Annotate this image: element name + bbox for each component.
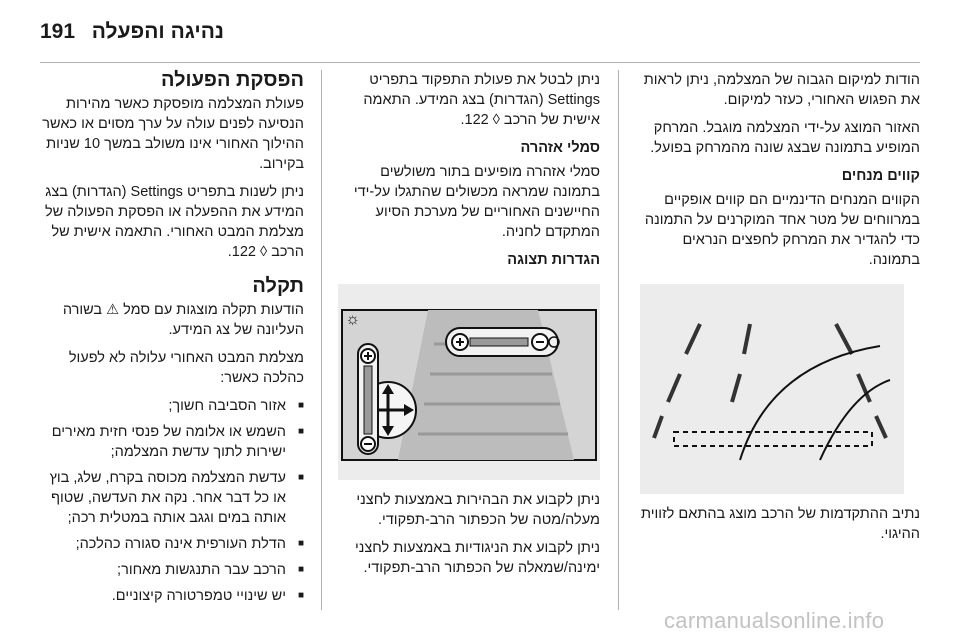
list-item: ■ אזור הסביבה חשוך; — [40, 396, 304, 416]
column-divider — [618, 70, 619, 610]
paragraph: מצלמת המבט האחורי עלולה לא לפעול כהלכה כאשר: — [68, 350, 304, 386]
middle-column — [338, 70, 600, 586]
section-heading: הפסקת הפעולה — [160, 69, 304, 91]
list-item: ■ הדלת העורפית אינה סגורה כהלכה; — [40, 534, 304, 554]
guidelines-illustration — [640, 284, 904, 494]
left-column — [40, 70, 304, 612]
page-number: 191 — [40, 20, 76, 43]
condition-list — [40, 396, 304, 606]
paragraph: האזור המוצג על-ידי המצלמה מוגבל. המרחק המופיע בתמונה שבצג שונה מהמרחק בפועל. — [650, 120, 920, 156]
subheading: סמלי אזהרה — [520, 140, 600, 156]
section-heading: תקלה — [252, 275, 304, 297]
header-rule — [40, 62, 920, 63]
paragraph: הודעות תקלה מוצגות עם סמל ⚠ בשורה העליונה של צג המידע. — [62, 302, 304, 338]
chapter-title: נהיגה והפעלה — [91, 20, 224, 43]
page-header — [0, 0, 960, 62]
subheading: קווים מנחים — [841, 168, 920, 184]
paragraph: פעולת המצלמה מופסקת כאשר מהירות הנסיעה לפנים עולה על ערך מסוים או כאשר ההילוך האחורי אינו משולב במשך 10 שניות בקירוב. — [42, 96, 304, 172]
list-item: ■ יש שינויי טמפרטורה קיצוניים. — [40, 586, 304, 606]
list-item: ■ הרכב עבר התנגשות מאחור; — [40, 560, 304, 580]
list-item: ■ עדשת המצלמה מכוסה בקרח, שלג, בוץ או כל דבר אחר. נקה את העדשה, שטוף אותה במים וגגב אותה במטלית רכה; — [40, 468, 304, 528]
svg-text:☼: ☼ — [345, 311, 360, 328]
paragraph: סמלי אזהרה מופיעים בתור משולשים בתמונה שמראה מכשולים שהתגלו על-ידי החיישנים האחוריים של מערכת הסיוע המתקדם לחניה. — [353, 164, 600, 240]
list-item: ■ השמש או אלומה של פנסי חזית מאירים ישירות לתוך עדשת המצלמה; — [40, 422, 304, 462]
figure-caption: נתיב ההתקדמות של הרכב מוצג בהתאם לזווית ההיגוי. — [640, 506, 920, 542]
display-settings-illustration — [338, 284, 600, 480]
right-column — [632, 70, 920, 552]
subheading: הגדרות תצוגה — [507, 252, 600, 268]
paragraph: ניתן לשנות בתפריט Settings (הגדרות) בצג המידע את ההפעלה או הפסקת הפעולה של מצלמת המבט האחורי. התאמה אישית של הרכב ◊ 122. — [44, 184, 304, 260]
watermark: carmanualsonline.info — [664, 608, 885, 633]
paragraph: ניתן לקבוע את הבהירות באמצעות לחצני מעלה/מטה של הכפתור הרב-תפקודי. — [356, 492, 600, 528]
paragraph: ניתן לקבוע את הניגודיות באמצעות לחצני ימינה/שמאלה של הכפתור הרב-תפקודי. — [354, 540, 600, 576]
display-settings-figure — [338, 284, 600, 480]
guidelines-figure — [640, 284, 904, 494]
column-divider — [321, 70, 322, 610]
paragraph: הודות למיקום הגבוה של המצלמה, ניתן לראות את הפגוש האחורי, כעזר למיקום. — [643, 72, 920, 108]
paragraph: ניתן לבטל את פעולת התפקוד בתפריט Settings (הגדרות) בצג המידע. התאמה אישית של הרכב ◊ 122. — [363, 72, 600, 128]
paragraph: הקווים המנחים הדינמיים הם קווים אופקיים במרווחים של מטר אחד המוקרנים על התמונה כדי להגדיר את המרחק לחפצים הנראים בתמונה. — [644, 192, 920, 268]
